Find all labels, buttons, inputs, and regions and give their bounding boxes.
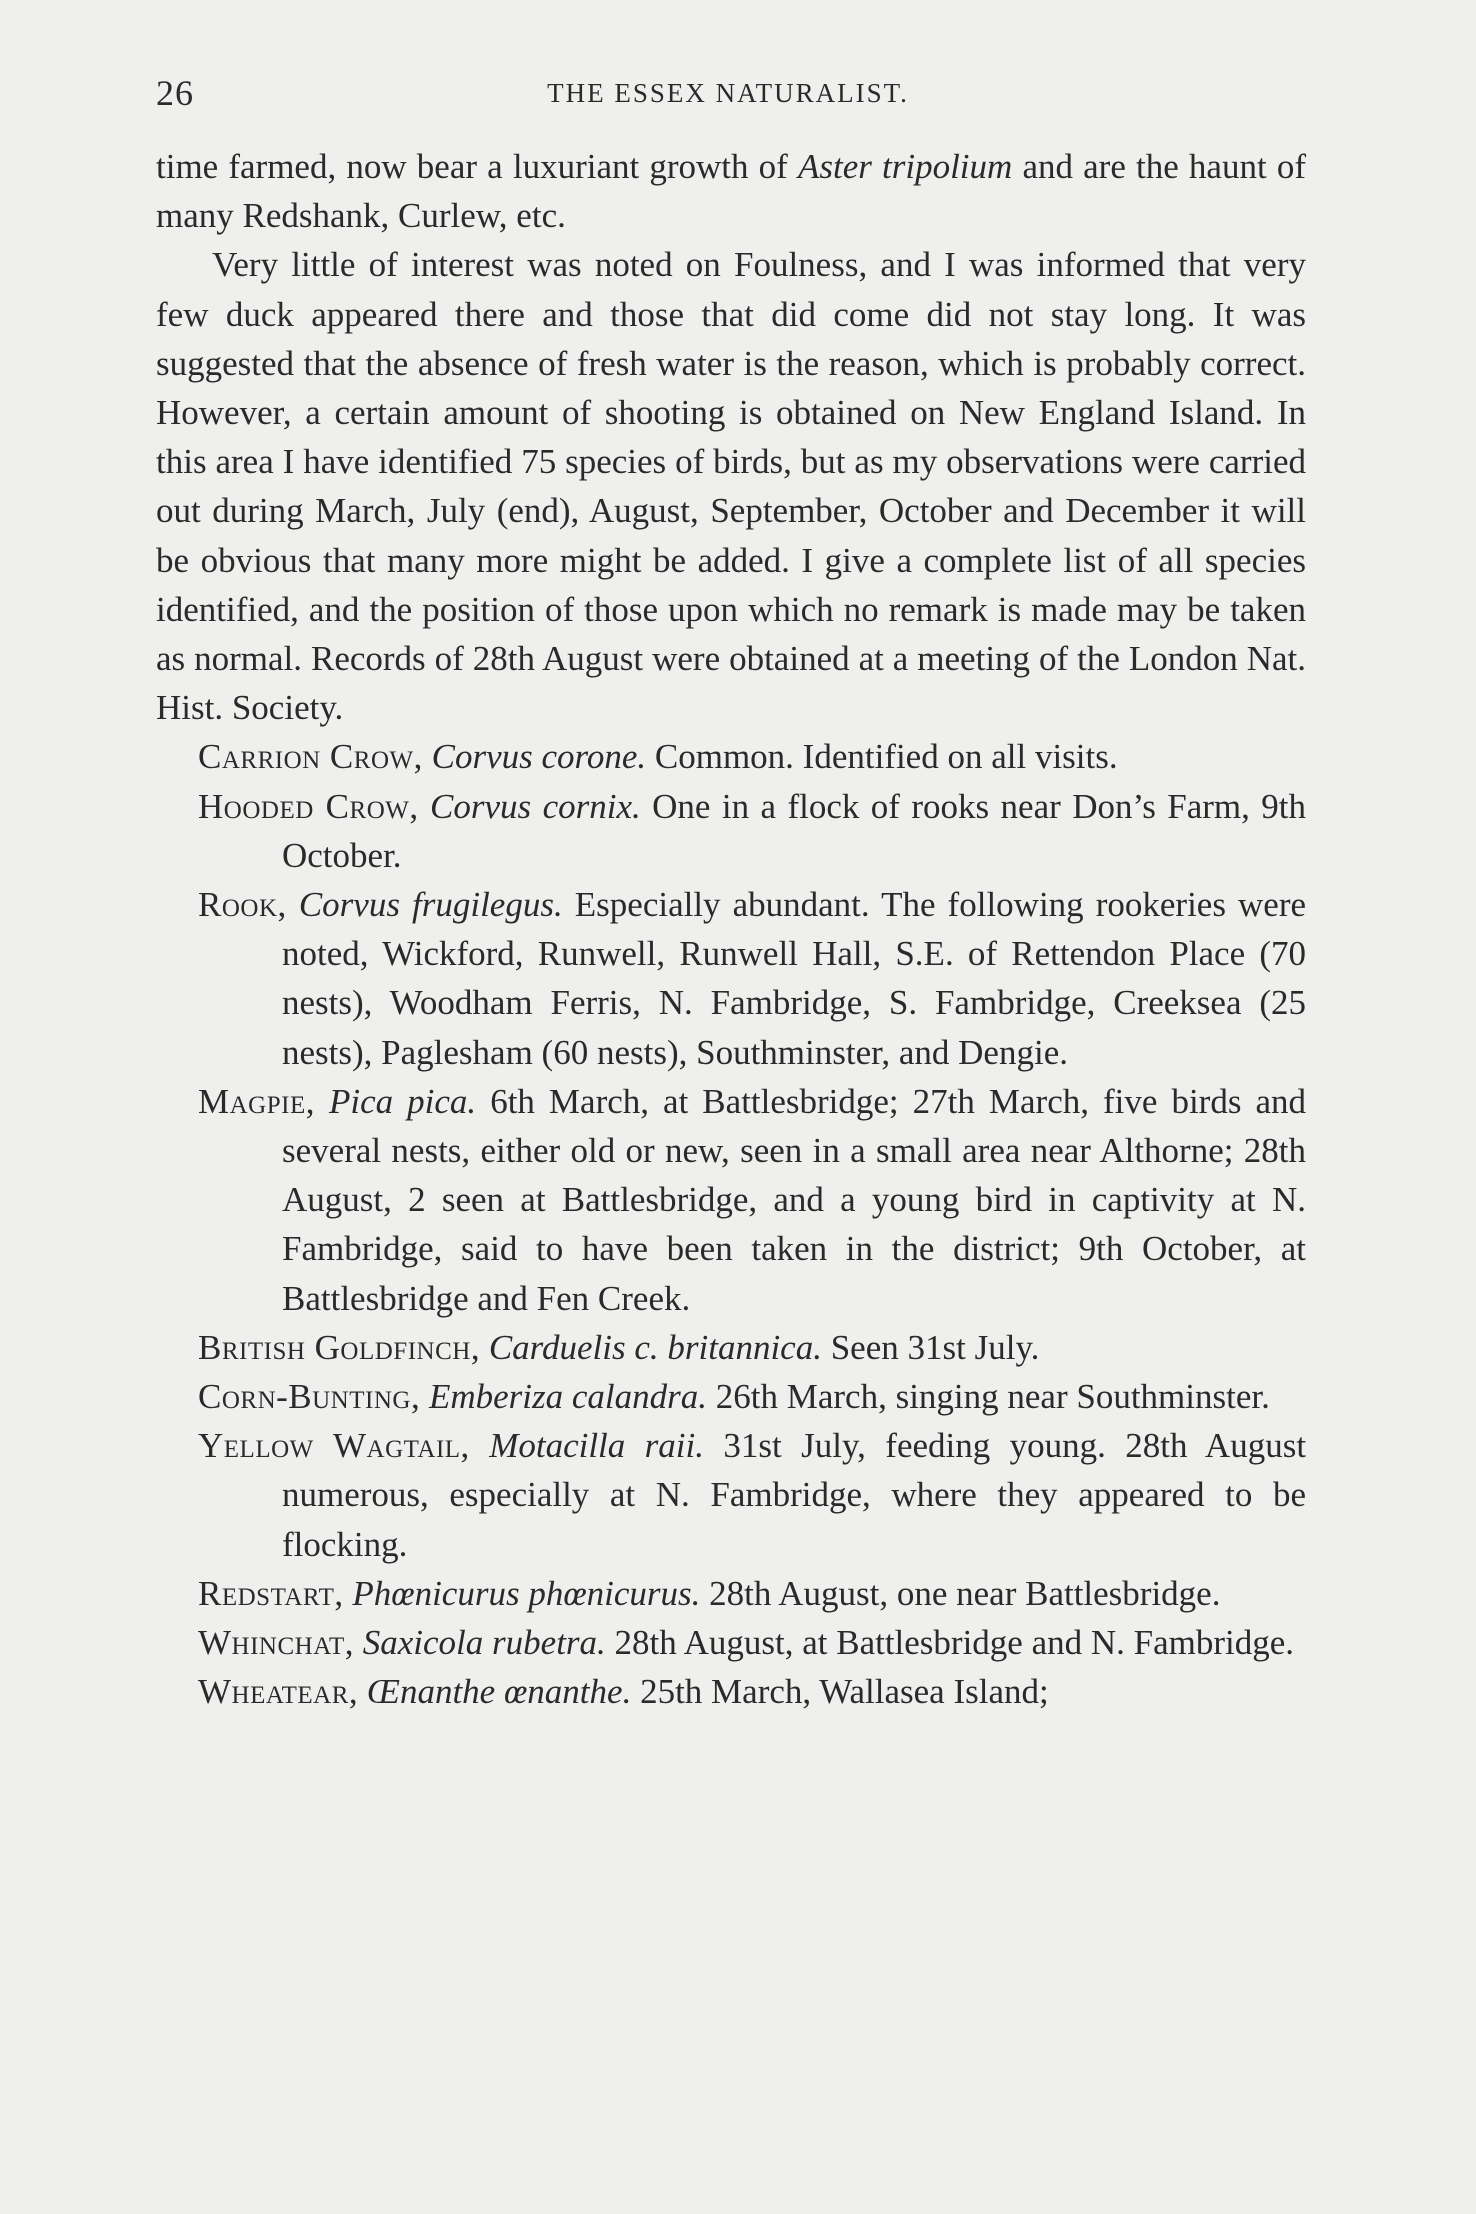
species-common-name: Rook, — [198, 885, 287, 925]
paragraph-continued — [156, 142, 1306, 240]
latin-name: Aster tripolium — [797, 147, 1013, 186]
species-common-name: Wheatear, — [198, 1672, 359, 1712]
species-latin-name: Corvus frugilegus. — [298, 885, 563, 925]
species-latin-name: Motacilla raii. — [489, 1426, 704, 1466]
species-common-name: British Goldfinch, — [198, 1327, 481, 1367]
species-entry — [156, 1323, 1306, 1372]
species-common-name: Hooded Crow, — [198, 786, 419, 826]
species-note: Especially abundant. The following rookeries were noted, Wickford, Runwell, Runwell Hall, S.E. of Rettendon Place (70 nests), Woodham Ferris, N. Fambridge, S. Fambridge, Creeksea (25 nests), Paglesham (60 nests), Southminster, and Dengie. — [282, 885, 1307, 1072]
species-note: 31st July, feeding young. 28th August numerous, especially at N. Fambridge, where they appeared to be flocking. — [282, 1426, 1307, 1564]
species-note: 26th March, singing near Southminster. — [715, 1377, 1270, 1417]
running-title: THE ESSEX NATURALIST. — [547, 78, 909, 108]
species-common-name: Whinchat, — [198, 1623, 355, 1663]
paragraph-text: time farmed, now bear a luxuriant growth of — [156, 147, 798, 186]
species-entry — [156, 1618, 1306, 1667]
species-entry — [156, 782, 1306, 880]
species-latin-name: Corvus corone. — [431, 737, 647, 777]
paragraph-text: and are the haunt of many Redshank, Curlew, etc. — [156, 147, 1306, 236]
page-number: 26 — [156, 73, 194, 113]
species-entry — [156, 1077, 1306, 1323]
species-note: 28th August, one near Battlesbridge. — [709, 1573, 1221, 1613]
page-header — [156, 72, 1300, 116]
species-entry — [156, 732, 1306, 781]
species-latin-name: Corvus cornix. — [430, 786, 641, 826]
species-common-name: Magpie, — [198, 1081, 315, 1121]
species-entry — [156, 1667, 1306, 1716]
article-body — [156, 142, 1306, 1717]
species-common-name: Carrion Crow, — [198, 737, 423, 777]
species-entry — [156, 1569, 1306, 1618]
species-note: Common. Identified on all visits. — [654, 737, 1118, 777]
species-note: Seen 31st July. — [830, 1327, 1040, 1367]
species-note: 25th March, Wallasea Island; — [640, 1672, 1049, 1712]
species-common-name: Corn-Bunting, — [198, 1377, 421, 1417]
species-entry — [156, 1421, 1306, 1569]
species-note: 28th August, at Battlesbridge and N. Fambridge. — [614, 1623, 1295, 1663]
species-latin-name: Carduelis c. britannica. — [488, 1327, 822, 1367]
species-common-name: Redstart, — [198, 1573, 344, 1613]
species-latin-name: Emberiza calandra. — [428, 1377, 707, 1417]
species-latin-name: Saxicola rubetra. — [362, 1623, 606, 1663]
species-entry — [156, 1372, 1306, 1421]
species-latin-name: Phœnicurus phœnicurus. — [352, 1573, 701, 1613]
species-common-name: Yellow Wagtail, — [198, 1426, 470, 1466]
species-note: One in a flock of rooks near Don’s Farm, 9th October. — [282, 786, 1307, 875]
species-entry — [156, 880, 1306, 1077]
species-latin-name: Œnanthe œnanthe. — [366, 1672, 632, 1712]
species-note: 6th March, at Battlesbridge; 27th March, five birds and several nests, either old or new, seen in a small area near Althorne; 28th August, 2 seen at Battlesbridge, and a young bird in captivity at N. Fambridge, said to have been taken in the district; 9th October, at Battlesbridge and Fen Creek. — [282, 1081, 1306, 1318]
species-latin-name: Pica pica. — [329, 1081, 477, 1121]
paragraph: Very little of interest was noted on Foulness, and I was informed that very few duck appeared there and those that did come did not stay long. It was suggested that the absence of fresh water is the reason, which is probably correct. However, a certain amount of shooting is obtained on New England Island. In this area I have identified 75 species of birds, but as my observations were carried out during March, July (end), August, September, October and December it will be obvious that many more might be added. I give a complete list of all species identified, and the position of those upon which no remark is made may be taken as normal. Records of 28th August were obtained at a meeting of the London Nat. Hist. Society. — [156, 245, 1306, 728]
